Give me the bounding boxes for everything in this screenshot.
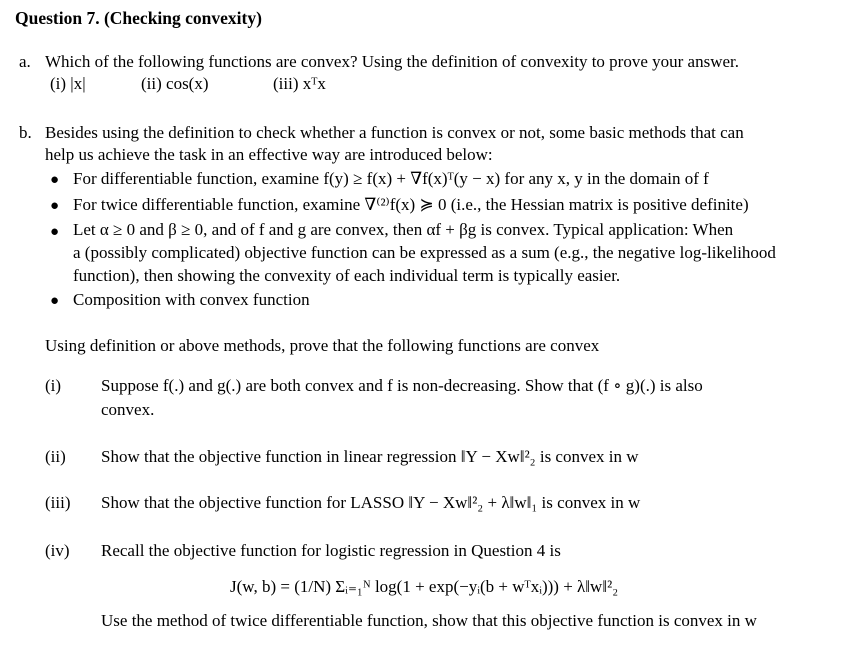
bullet-text-4: Composition with convex function [73,290,310,309]
bullet-dot: ● [50,172,60,188]
bullet-text-3: Let α ≥ 0 and β ≥ 0, and of f and g are convex, then αf + βg is convex. Typical application: When [73,220,734,239]
bullet-text-2: For twice differentiable function, examine ∇⁽²⁾f(x) ≽ 0 (i.e., the Hessian matrix is positive definite) [73,195,749,214]
item-label-iv: (iv) [45,541,70,560]
item-i-line1: Suppose f(.) and g(.) are both convex and f is non-decreasing. Show that (f ∘ g)(.) is also [101,376,703,395]
part-b-label: b. [19,123,32,142]
bullet-text-3-cont-2: function), then showing the convexity of each individual term is typically easier. [73,266,621,285]
item-label-iii: (iii) [45,493,71,512]
item-label-ii: (ii) [45,447,66,466]
part-a-text: Which of the following functions are convex? Using the definition of convexity to prove your answer. [45,52,739,71]
bullet-text-1: For differentiable function, examine f(y) ≥ f(x) + ∇f(x)ᵀ(y − x) for any x, y in the domain of f [73,169,709,188]
bullet-dot: ● [50,198,60,214]
part-b-intro-line1: Besides using the definition to check whether a function is convex or not, some basic methods that can [45,123,744,142]
question-title: Question 7. (Checking convexity) [15,8,262,28]
item-ii-line1: Show that the objective function in linear regression ‖Y − Xw‖²₂ is convex in w [101,447,639,466]
item-iii-line1: Show that the objective function for LASSO ‖Y − Xw‖²₂ + λ‖w‖₁ is convex in w [101,493,641,512]
item-label-i: (i) [45,376,62,395]
bullet-dot: ● [50,224,60,240]
item-iv-line2: Use the method of twice differentiable function, show that this objective function is convex in w [101,611,757,630]
part-a-option-1: (i) |x| [50,74,86,93]
prove-instruction: Using definition or above methods, prove that the following functions are convex [45,336,600,355]
part-a-option-2: (ii) cos(x) [141,74,209,93]
part-a-option-3: (iii) xᵀx [273,74,326,93]
item-iv-line1: Recall the objective function for logistic regression in Question 4 is [101,541,561,560]
bullet-dot: ● [50,293,60,309]
item-i-line2: convex. [101,400,155,419]
part-a-label: a. [19,52,31,71]
bullet-text-3-cont-1: a (possibly complicated) objective function can be expressed as a sum (e.g., the negative log-likelihood [73,243,776,262]
logistic-objective-formula: J(w, b) = (1/N) Σᵢ₌₁ᴺ log(1 + exp(−yᵢ(b + wᵀxᵢ))) + λ‖w‖²₂ [230,577,619,596]
part-b-intro-line2: help us achieve the task in an effective way are introduced below: [45,145,493,164]
